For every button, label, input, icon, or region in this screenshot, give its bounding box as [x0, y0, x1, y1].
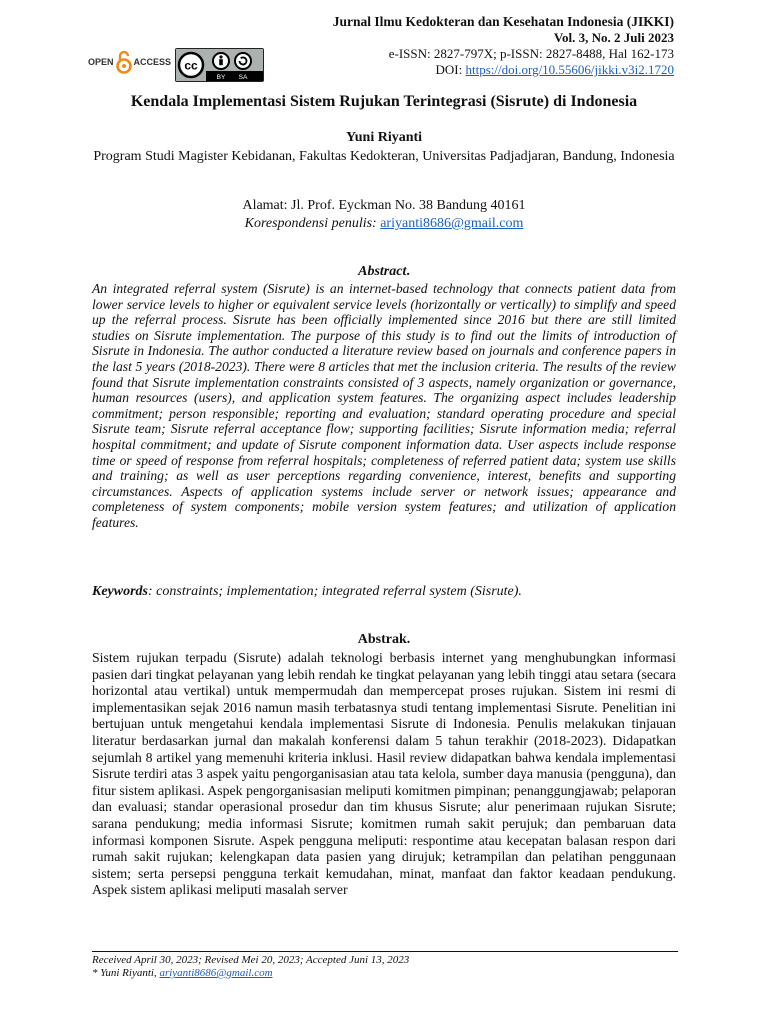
keywords-line: [92, 584, 522, 600]
open-access-logo: [88, 50, 171, 74]
volume-issue: Vol. 3, No. 2 Juli 2023: [553, 30, 674, 45]
issn-pages: e-ISSN: 2827-797X; p-ISSN: 2827-8488, Hal 162-173: [388, 46, 674, 61]
doi-label: DOI:: [435, 62, 466, 77]
open-lock-icon: [116, 50, 132, 74]
cc-sa-label: SA: [238, 74, 248, 81]
address: Alamat: Jl. Prof. Eyckman No. 38 Bandung 40161: [242, 198, 526, 213]
open-access-right-text: ACCESS: [133, 57, 172, 67]
footer-author: [92, 967, 409, 980]
footer-rule: [92, 951, 678, 952]
keywords-label: Keywords: [92, 584, 148, 599]
author-name: Yuni Riyanti: [345, 130, 423, 145]
doi-line: [244, 62, 674, 78]
abstrak-heading: Abstrak.: [357, 632, 411, 647]
doi-link[interactable]: https://doi.org/10.55606/jikki.v3i2.1720: [465, 62, 674, 77]
correspondence-label: Korespondensi penulis:: [244, 216, 381, 231]
author-affiliation: Program Studi Magister Kebidanan, Fakultas Kedokteran, Universitas Padjadjaran, Bandung, Indonesia: [93, 149, 675, 164]
correspondence-email[interactable]: ariyanti8686@gmail.com: [380, 216, 524, 231]
journal-name: Jurnal Ilmu Kedokteran dan Kesehatan Indonesia (JIKKI): [332, 14, 674, 29]
abstract-heading: Abstract.: [358, 264, 410, 279]
abstract-en-text: An integrated referral system (Sisrute) is an internet-based technology that connects patient data from lower service levels to higher or equivalent service levels (horizontally or vertically) to simplify and speed up the referral process. Sisrute has been officially implemented since 2016 but there are still limited studies on Sisrute implementation. The purpose of this study is to find out the limits of introduction of Sisrute in Indonesia. The author conducted a literature review based on journals and conference papers in the last 5 years (2018-2023). There were 8 articles that met the inclusion criteria. The results of the review found that Sisrute implementation constraints consisted of 3 aspects, namely organization or governance, human resources (users), and application system features. The organizing aspect includes leadership commitment; person responsible; reporting and evaluation; standard operating procedure and special Sisrute team; Sisrute referral acceptance flow; supporting facilities; Sisrute information media; referral hospital commitment; and update of Sisrute component information data. User aspects include response time or speed of response from referral hospitals; completeness of referred patient data; system use skills and training; as well as user perceptions regarding convenience, interest, benefits and supporting circumstances. Aspects of application systems include server or network issues; appearance and completeness of system components; mobile version system features; and utilization of application features.: [92, 281, 676, 530]
address-block: [0, 197, 768, 233]
article-title: Kendala Implementasi Sistem Rujukan Terintegrasi (Sisrute) di Indonesia: [130, 93, 638, 110]
submission-dates: Received April 30, 2023; Revised Mei 20, 2023; Accepted Juni 13, 2023: [92, 954, 410, 966]
cc-by-label: BY: [216, 74, 226, 81]
footer-author-name: * Yuni Riyanti,: [92, 967, 160, 979]
abstrak-id-text: Sistem rujukan terpadu (Sisrute) adalah teknologi berbasis internet yang menghubungkan informasi pasien dari tingkat pelayanan yang lebih rendah ke tingkat pelayanan yang lebih tinggi atau setara (secara horizontal atau vertikal) untuk mempermudah dan mempercepat proses rujukan. Sistem ini resmi di implementasikan sejak 2016 namun masih terbatasnya studi tentang implementasi Sisrute. Penelitian ini bertujuan untuk mengetahui kendala implementasi Sisrute di Indonesia. Penulis melakukan tinjauan literatur berdasarkan jurnal dan makalah konferensi dalam 5 tahun terakhir (2018-2023). Didapatkan sejumlah 8 artikel yang memenuhi kriteria inklusi. Hasil review didapatkan bahwa kendala implementasi Sisrute terdiri atas 3 aspek yaitu pengorganisasian atau tata kelola, sumber daya manusia (pengguna), dan fitur sistem aplikasi. Aspek pengorganisasian meliputi komitmen pimpinan; penanggungjawab; pelaporan dan evaluasi; standar operasional prosedur dan tim khusus Sisrute; alur penerimaan rujukan Sisrute; sarana pendukung; media informasi Sisrute; komitmen rumah sakit perujuk; dan pembaruan data informasi komponen Sisrute. Aspek pengguna meliputi: respontime atau kecepatan balasan respon dari rumah sakit rujukan; kelengkapan data pasien yang dirujuk; ketrampilan dan pelatihan penggunaan sistem; serta persepsi pengguna terkait kemudahan, minat, manfaat dan faktor keadaan pendukung. Aspek sistem aplikasi meliputi masalah server: [92, 650, 676, 898]
footer-notes: [92, 954, 409, 980]
svg-text:cc: cc: [184, 58, 198, 73]
open-access-left-text: OPEN: [88, 57, 114, 67]
correspondence: [0, 215, 768, 233]
keywords-text: : constraints; implementation; integrated referral system (Sisrute).: [148, 584, 522, 599]
footer-author-email[interactable]: ariyanti8686@gmail.com: [159, 967, 273, 979]
journal-header: [244, 14, 674, 78]
